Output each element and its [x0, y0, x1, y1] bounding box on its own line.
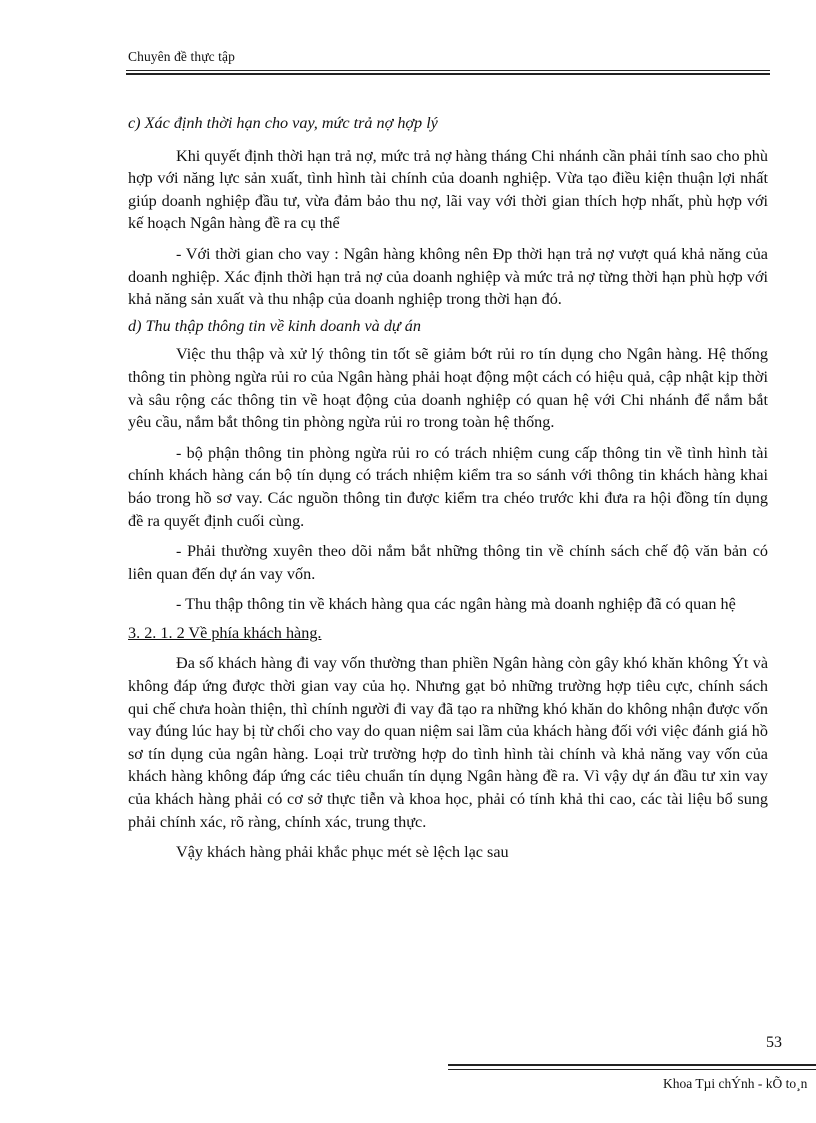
paragraph: Vậy khách hàng phải khắc phục mét sè lệch lạc sau [176, 843, 509, 862]
footer-text: Khoa Tµi chÝnh - kÕ to¸n [663, 1076, 808, 1091]
header-title: Chuyên đề thực tập [128, 49, 235, 64]
paragraph: - Với thời gian cho vay : Ngân hàng không nên Ðp thời hạn trả nợ vượt quá khả năng của doanh nghiệp. Xác định thời hạn trả nợ của doanh nghiệp và mức trả nợ từng thời hạn phù hợp với khả năng sản xuất và thu nhập của doanh nghiệp trong thời hạn đó. [128, 244, 768, 309]
footer-rule-thick [448, 1064, 816, 1066]
header-rule-thin [126, 70, 770, 71]
paragraph: Đa số khách hàng đi vay vốn thường than phiền Ngân hàng còn gây khó khăn không Ýt và không đáp ứng được thời gian vay của họ. Nhưng gạt bỏ những trường hợp tiêu cực, chính sách qui chế chưa hoàn thiện, thì chính người đi vay đã tạo ra những khó khăn do không nhận được vốn vay đúng lúc hay bị từ chối cho vay do quan niệm sai lầm của khách hàng đối với việc đánh giá hồ sơ tín dụng của ngân hàng. Loại trừ trường hợp do tình hình tài chính và khả năng vay vốn của khách hàng không đáp ứng các tiêu chuẩn tín dụng Ngân hàng đề ra. Vì vậy dự án đầu tư xin vay của khách hàng phải có cơ sở thực tiễn và khoa học, phải có tính khả thi cao, các tài liệu bổ sung phải chính xác, rõ ràng, chính xác, trung thực. [128, 654, 768, 831]
paragraph: - Thu thập thông tin về khách hàng qua các ngân hàng mà doanh nghiệp đã có quan hệ [176, 595, 736, 614]
paragraph: Việc thu thập và xử lý thông tin tốt sẽ giảm bớt rủi ro tín dụng cho Ngân hàng. Hệ thống thông tin phòng ngừa rủi ro của Ngân hàng phải hoạt động một cách có hiệu quả, cập nhật kịp thời và sâu rộng các thông tin về hoạt động của doanh nghiệp có quan hệ với Chi nhánh để nắm bắt yêu cầu, nắm bắt thông tin phòng ngừa rủi ro trong toàn hệ thống. [128, 345, 768, 432]
section-heading-c: c) Xác định thời hạn cho vay, mức trả nợ hợp lý [128, 114, 438, 132]
subsection-heading: 3. 2. 1. 2 Về phía khách hàng. [128, 623, 322, 642]
paragraph: - bộ phận thông tin phòng ngừa rủi ro có trách nhiệm cung cấp thông tin về tình hình tài chính khách hàng cán bộ tín dụng có trách nhiệm kiểm tra so sánh với thông tin khách hàng khai báo trong hồ sơ vay. Các nguồn thông tin được kiểm tra chéo trước khi đưa ra hội đồng tín dụng đề ra quyết định cuối cùng. [128, 443, 768, 530]
paragraph: Khi quyết định thời hạn trả nợ, mức trả nợ hàng tháng Chi nhánh cần phải tính sao cho phù hợp với năng lực sản xuất, tình hình tài chính của doanh nghiệp. Vừa tạo điều kiện thuận lợi nhất giúp doanh nghiệp đầu tư, vừa đảm bảo thu nợ, lãi vay với thời gian thích hợp nhất, phù hợp với kế hoạch Ngân hàng đề ra cụ thể [128, 146, 768, 233]
document-body [128, 112, 768, 864]
header-rule-thick [126, 73, 770, 75]
footer-rule-thin [448, 1069, 816, 1070]
section-heading-d: d) Thu thập thông tin về kinh doanh và dự án [128, 316, 421, 335]
page-number: 53 [766, 1034, 782, 1051]
paragraph: - Phải thường xuyên theo dõi nắm bắt những thông tin về chính sách chế độ văn bản có liên quan đến dự án vay vốn. [128, 542, 768, 583]
